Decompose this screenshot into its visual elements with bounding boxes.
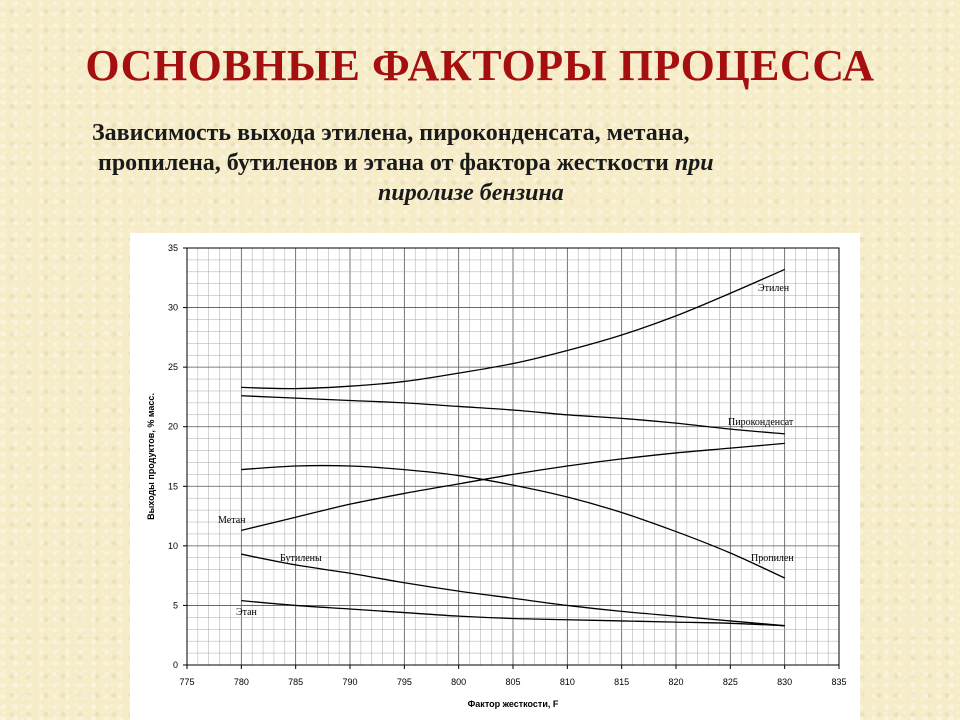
series-label-3: Метан	[218, 515, 246, 526]
series-label-1: Этилен	[758, 283, 790, 294]
subtitle-line-3: пиролизе бензина	[378, 180, 564, 206]
x-tick-label: 800	[451, 677, 467, 687]
y-tick-label: 20	[167, 421, 178, 432]
x-tick-label: 795	[396, 677, 412, 687]
y-tick-label: 5	[172, 600, 178, 611]
x-tick-label: 780	[233, 677, 249, 687]
series-label-2: Пироконденсат	[728, 417, 794, 428]
x-tick-label: 775	[179, 677, 195, 687]
x-axis-ticks	[179, 665, 846, 687]
x-tick-label: 785	[288, 677, 304, 687]
x-tick-label: 810	[559, 677, 575, 687]
y-tick-label: 30	[167, 302, 178, 313]
slide-subtitle	[92, 118, 932, 208]
line-chart	[130, 233, 860, 720]
x-tick-label: 825	[722, 677, 738, 687]
series-label-4: Пропилен	[751, 553, 794, 564]
y-axis-title: Выходы продуктов, % масс.	[146, 393, 156, 520]
x-axis-title: Фактор жесткости, F	[467, 699, 559, 709]
y-tick-label: 10	[167, 540, 178, 551]
chart-panel	[130, 233, 860, 720]
x-tick-label: 815	[614, 677, 630, 687]
subtitle-line-2	[92, 148, 932, 178]
x-tick-label: 835	[831, 677, 847, 687]
subtitle-line-2-italic: при	[674, 150, 714, 176]
x-tick-label: 790	[342, 677, 358, 687]
subtitle-line-2-text: пропилена, бутиленов и этана от фактора жесткости	[98, 150, 669, 176]
chart-grid	[187, 248, 839, 665]
y-tick-label: 35	[167, 243, 178, 253]
subtitle-line-1: Зависимость выхода этилена, пироконденсата, метана,	[92, 120, 690, 146]
y-tick-label: 0	[172, 660, 178, 670]
x-tick-label: 820	[668, 677, 684, 687]
series-label-5: Бутилены	[280, 553, 322, 564]
y-tick-label: 25	[167, 362, 178, 373]
slide-title: ОСНОВНЫЕ ФАКТОРЫ ПРОЦЕССА	[85, 41, 875, 90]
y-axis-ticks	[168, 243, 187, 670]
x-tick-label: 830	[777, 677, 793, 687]
x-tick-label: 805	[505, 677, 521, 687]
y-tick-label: 15	[167, 481, 178, 492]
series-label-6: Этан	[236, 607, 257, 618]
